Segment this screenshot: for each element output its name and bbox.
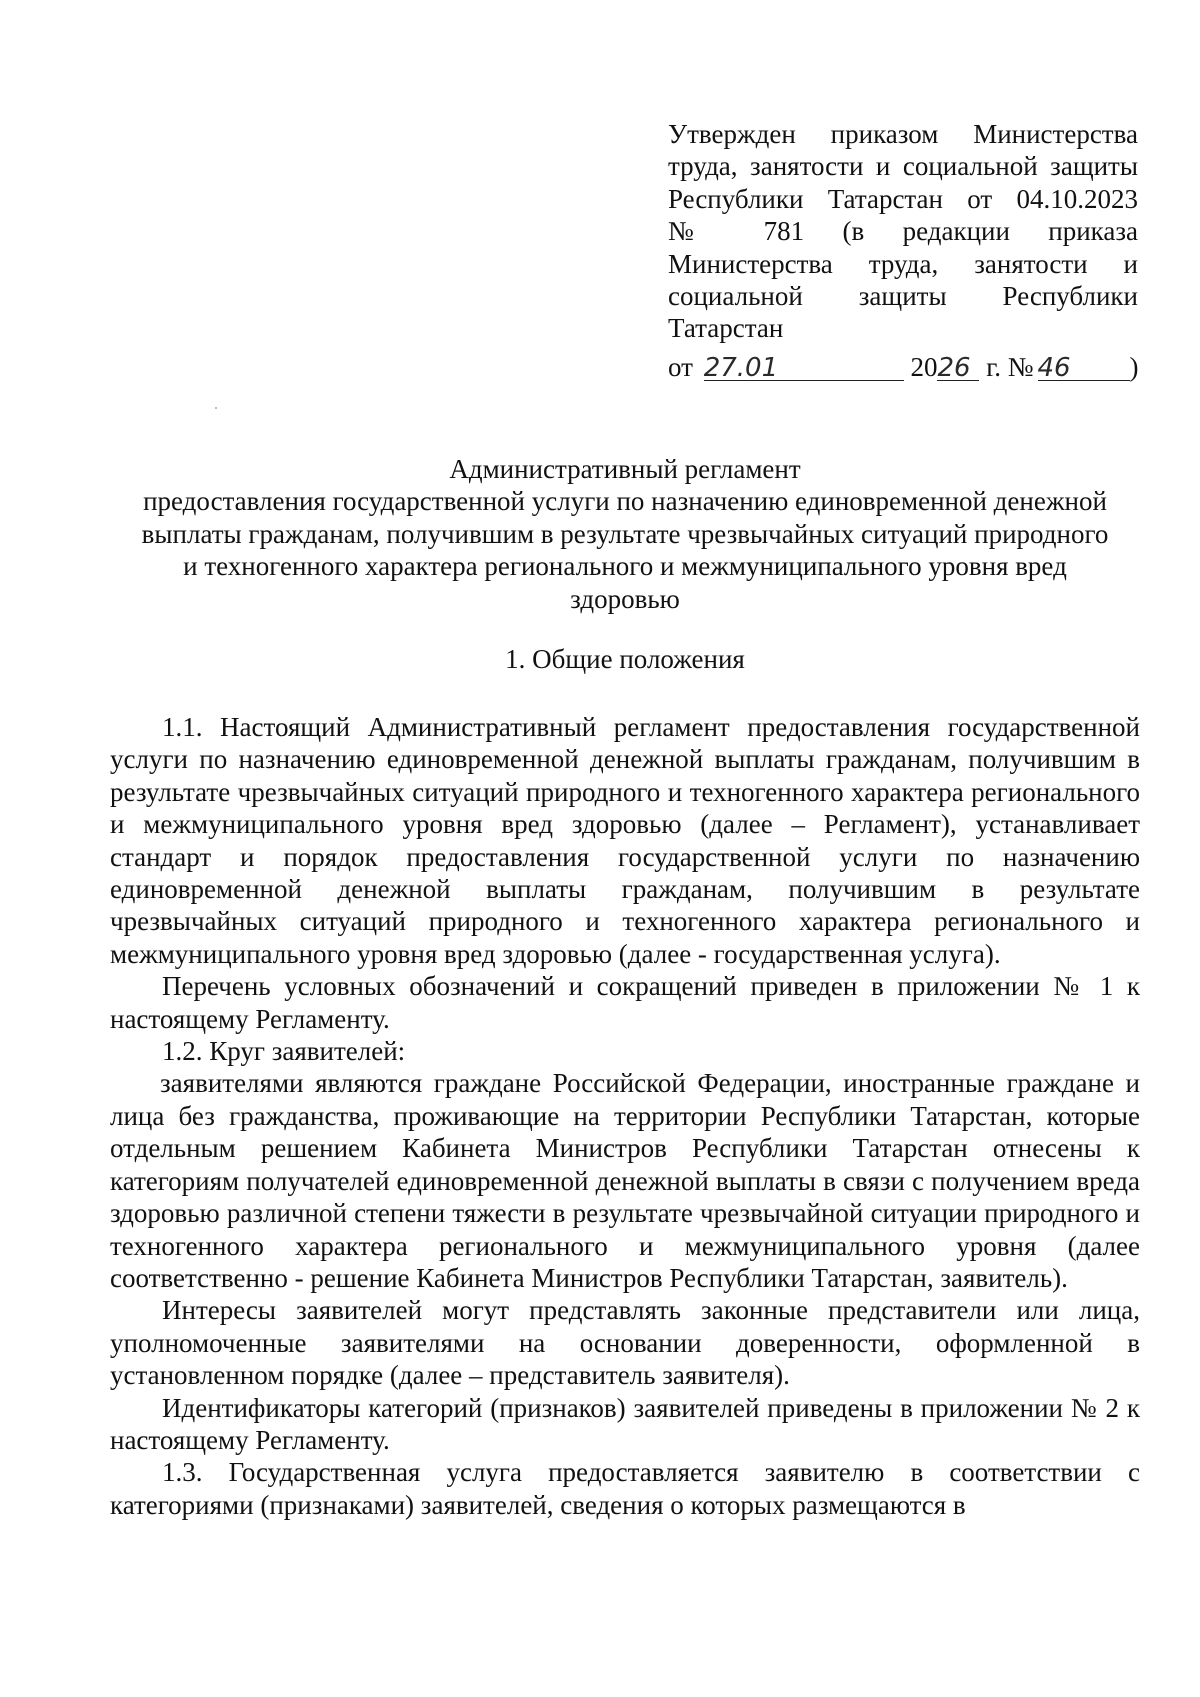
title-line: предоставления государственной услуги по назначению единовременной денежной (143, 486, 1107, 517)
paragraph: 1.3. Государственная услуга предоставляется заявителю в соответствии с категориями (признаками) заявителей, сведения о которых размещаются в (110, 1457, 1140, 1520)
scan-speck (215, 407, 217, 409)
document-title (110, 453, 1140, 615)
title-line: и техногенного характера регионального и межмуниципального уровня вред (183, 551, 1067, 582)
date-prefix: от (668, 351, 693, 382)
paragraph: Интересы заявителей могут представлять законные представители или лица, уполномоченные заявителями на основании доверенности, оформленной в установленном порядке (далее – представитель заявителя). (110, 1295, 1140, 1391)
paragraph: заявителями являются граждане Российской Федерации, иностранные граждане и лица без гражданства, проживающие на территории Республики Татарстан, которые отдельным решением Кабинета Министров Республики Татарстан отнесены к категориям получателей единовременной денежной выплаты в связи с получением вреда здоровью различной степени тяжести в результате чрезвычайной ситуации природного и техногенного характера регионального и межмуниципального уровня (далее соответственно - решение Кабинета Министров Республики Татарстан, заявитель). (110, 1068, 1140, 1293)
title-line: выплаты гражданам, получившим в результате чрезвычайных ситуаций природного (141, 518, 1109, 549)
closing-bracket: ) (1129, 351, 1139, 382)
number-prefix: г. № (986, 351, 1034, 382)
paragraph: 1.2. Круг заявителей: (162, 1036, 406, 1067)
title-line: Административный регламент (449, 454, 801, 484)
approval-line: Татарстан (668, 313, 784, 344)
paragraph: Перечень условных обозначений и сокращений приведен в приложении № 1 к настоящему Регламенту. (110, 971, 1140, 1034)
title-line: здоровью (570, 583, 680, 614)
approval-line: Утвержден приказом Министерства (668, 119, 1138, 149)
approval-line: Министерства труда, занятости и (668, 248, 1138, 279)
approval-line: социальной защиты Республики (668, 281, 1138, 312)
approval-line: № 781 (в редакции приказа (668, 216, 1138, 247)
approval-date-line (668, 351, 1138, 383)
handwritten-date: 27.01 (704, 356, 904, 381)
handwritten-number: 46 (1038, 356, 1130, 381)
approval-block (668, 118, 1138, 383)
handwritten-year: 26 (937, 356, 979, 381)
paragraph: Идентификаторы категорий (признаков) заявителей приведены в приложении № 2 к настоящему Регламенту. (110, 1392, 1140, 1455)
approval-line: труда, занятости и социальной защиты (668, 151, 1138, 182)
paragraph: 1.1. Настоящий Административный регламент предоставления государственной услуги по назначению единовременной денежной выплаты гражданам, получившим в результате чрезвычайных ситуаций природного и техногенного характера регионального и межмуниципального уровня вред здоровью (далее – Регламент), устанавливает стандарт и порядок предоставления государственной услуги по назначению единовременной денежной выплаты гражданам, получившим в результате чрезвычайных ситуаций природного и техногенного характера регионального и межмуниципального уровня вред здоровью (далее - государственная услуга). (110, 712, 1140, 969)
section-heading: 1. Общие положения (505, 644, 745, 674)
approval-line: Республики Татарстан от 04.10.2023 (668, 183, 1138, 214)
document-body (110, 711, 1140, 1521)
year-prefix: 20 (910, 351, 938, 382)
